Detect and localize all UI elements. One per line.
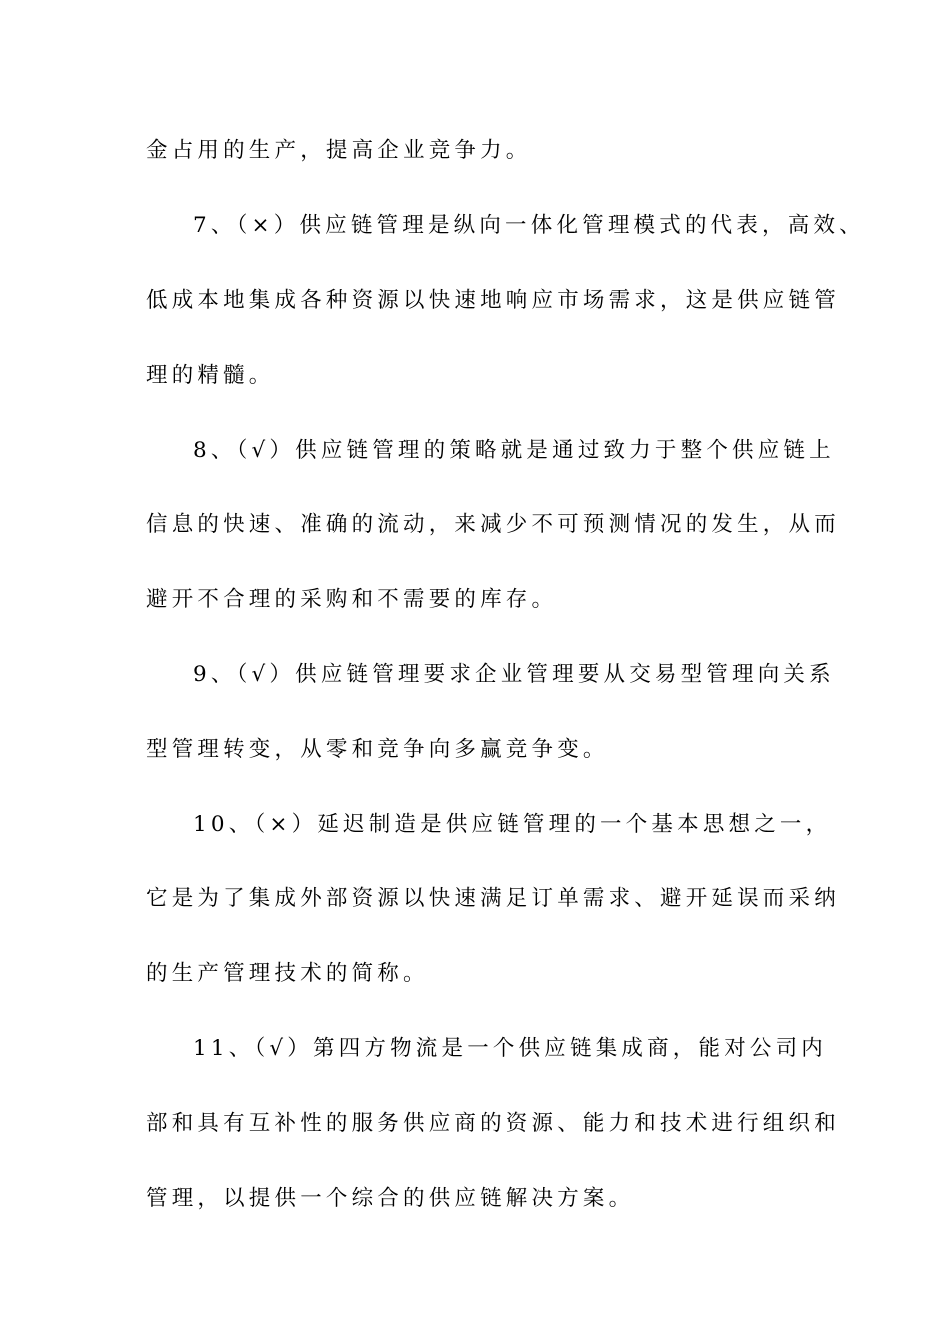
text-line: 避开不合理的采购和不需要的库存。 — [146, 587, 558, 612]
text-line: 低成本地集成各种资源以快速地响应市场需求，这是供应链管 — [146, 288, 840, 313]
text-line: 型管理转变，从零和竞争向多赢竞争变。 — [146, 737, 609, 762]
text-line: 理的精髓。 — [146, 363, 275, 388]
text-line: 的生产管理技术的简称。 — [146, 961, 429, 986]
text-line: 金占用的生产，提高企业竞争力。 — [146, 138, 532, 163]
question-7-line: 7、（×）供应链管理是纵向一体化管理模式的代表，高效、 — [193, 213, 865, 238]
question-11-line: 11、（√）第四方物流是一个供应链集成商，能对公司内 — [193, 1036, 828, 1061]
text-line: 信息的快速、准确的流动，来减少不可预测情况的发生，从而 — [146, 512, 840, 537]
question-9-line: 9、（√）供应链管理要求企业管理要从交易型管理向关系 — [193, 662, 835, 687]
text-line: 管理，以提供一个综合的供应链解决方案。 — [146, 1186, 635, 1211]
question-8-line: 8、（√）供应链管理的策略就是通过致力于整个供应链上 — [193, 438, 835, 463]
question-10-line: 10、（×）延迟制造是供应链管理的一个基本思想之一， — [193, 812, 832, 837]
text-line: 它是为了集成外部资源以快速满足订单需求、避开延误而采纳 — [146, 886, 840, 911]
text-line: 部和具有互补性的服务供应商的资源、能力和技术进行组织和 — [146, 1111, 840, 1136]
